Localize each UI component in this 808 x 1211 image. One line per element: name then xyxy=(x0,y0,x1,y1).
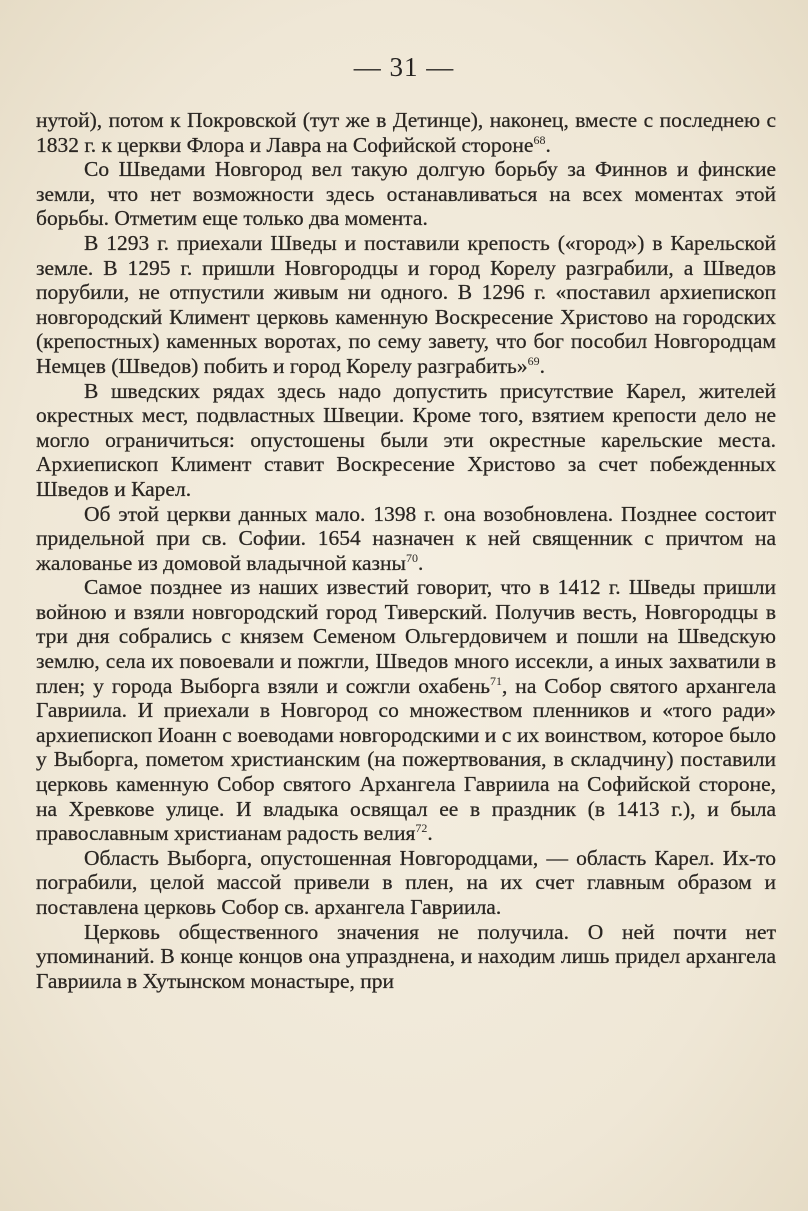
paragraph: Область Выборга, опустошенная Новгородцами, — область Карел. Их-то пограбили, целой массой привели в плен, на их счет главным образом и поставлена церковь Собор св. архангела Гавриила. xyxy=(36,845,776,919)
page-number: — 31 — xyxy=(353,52,455,82)
paragraph: Самое позднее из наших известий говорит, что в 1412 г. Шведы пришли войною и взяли новгородский город Тиверский. Получив весть, Новгородцы в три дня собрались с князем Семеном Ольгердовичем и пошли на Шведскую землю, села их повоевали и пожгли, Шведов много иссекли, а иных захватили в плен; у города Выборга взяли и сожгли охабень$^{71}$, на Собор святого архангела Гавриила. И приехали в Новгород со множеством пленников и «того ради» архиепископ Иоанн с воеводами новгородскими и с их воинством, которое было у Выборга, пометом христианским (на пожертвования, в складчину) поставили церковь каменную Собор святого Архангела Гавриила на Софийской стороне, на Хревкове улице. И владыка освящал ее в праздник (в 1413 г.), и была православным христианам радость велия$^{72}$. xyxy=(36,575,776,846)
page-body xyxy=(36,108,776,993)
paragraph: нутой), потом к Покровской (тут же в Детинце), наконец, вместе с последнею с 1832 г. к церкви Флора и Лавра на Софийской стороне$^{68}$. xyxy=(36,108,776,157)
footnote-marker: 71 xyxy=(490,673,503,688)
footnote-marker: 70 xyxy=(405,550,418,565)
paragraph: Об этой церкви данных мало. 1398 г. она возобновлена. Позднее состоит придельной при св. Софии. 1654 назначен к ней священник с причтом на жалованье из домовой владычной казны$^{70}$. xyxy=(36,501,776,575)
footnote-marker: 72 xyxy=(415,821,428,836)
paragraph: Со Шведами Новгород вел такую долгую борьбу за Финнов и финские земли, что нет возможности здесь останавливаться на всех моментах этой борьбы. Отметим еще только два момента. xyxy=(36,157,776,231)
footnote-marker: 68 xyxy=(533,132,546,147)
paragraph: Церковь общественного значения не получила. О ней почти нет упоминаний. В конце концов она упразднена, и находим лишь придел архангела Гавриила в Хутынском монастыре, при xyxy=(36,919,776,993)
paragraph: В шведских рядах здесь надо допустить присутствие Карел, жителей окрестных мест, подвластных Швеции. Кроме того, взятием крепости дело не могло ограничиться: опустошены были эти окрестные карельские места. Архиепископ Климент ставит Воскресение Христово за счет побежденных Шведов и Карел. xyxy=(36,378,776,501)
paragraph: В 1293 г. приехали Шведы и поставили крепость («город») в Карельской земле. В 1295 г. пришли Новгородцы и город Корелу разграбили, а Шведов порубили, не отпустили живым ни одного. В 1296 г. «поставил архиепископ новгородский Климент церковь каменную Воскресение Христово на городских (крепостных) каменных воротах, по сему завету, что бог пособил Новгородцам Немцев (Шведов) побить и город Корелу разграбить»$^{69}$. xyxy=(36,230,776,378)
footnote-marker: 69 xyxy=(527,353,540,368)
